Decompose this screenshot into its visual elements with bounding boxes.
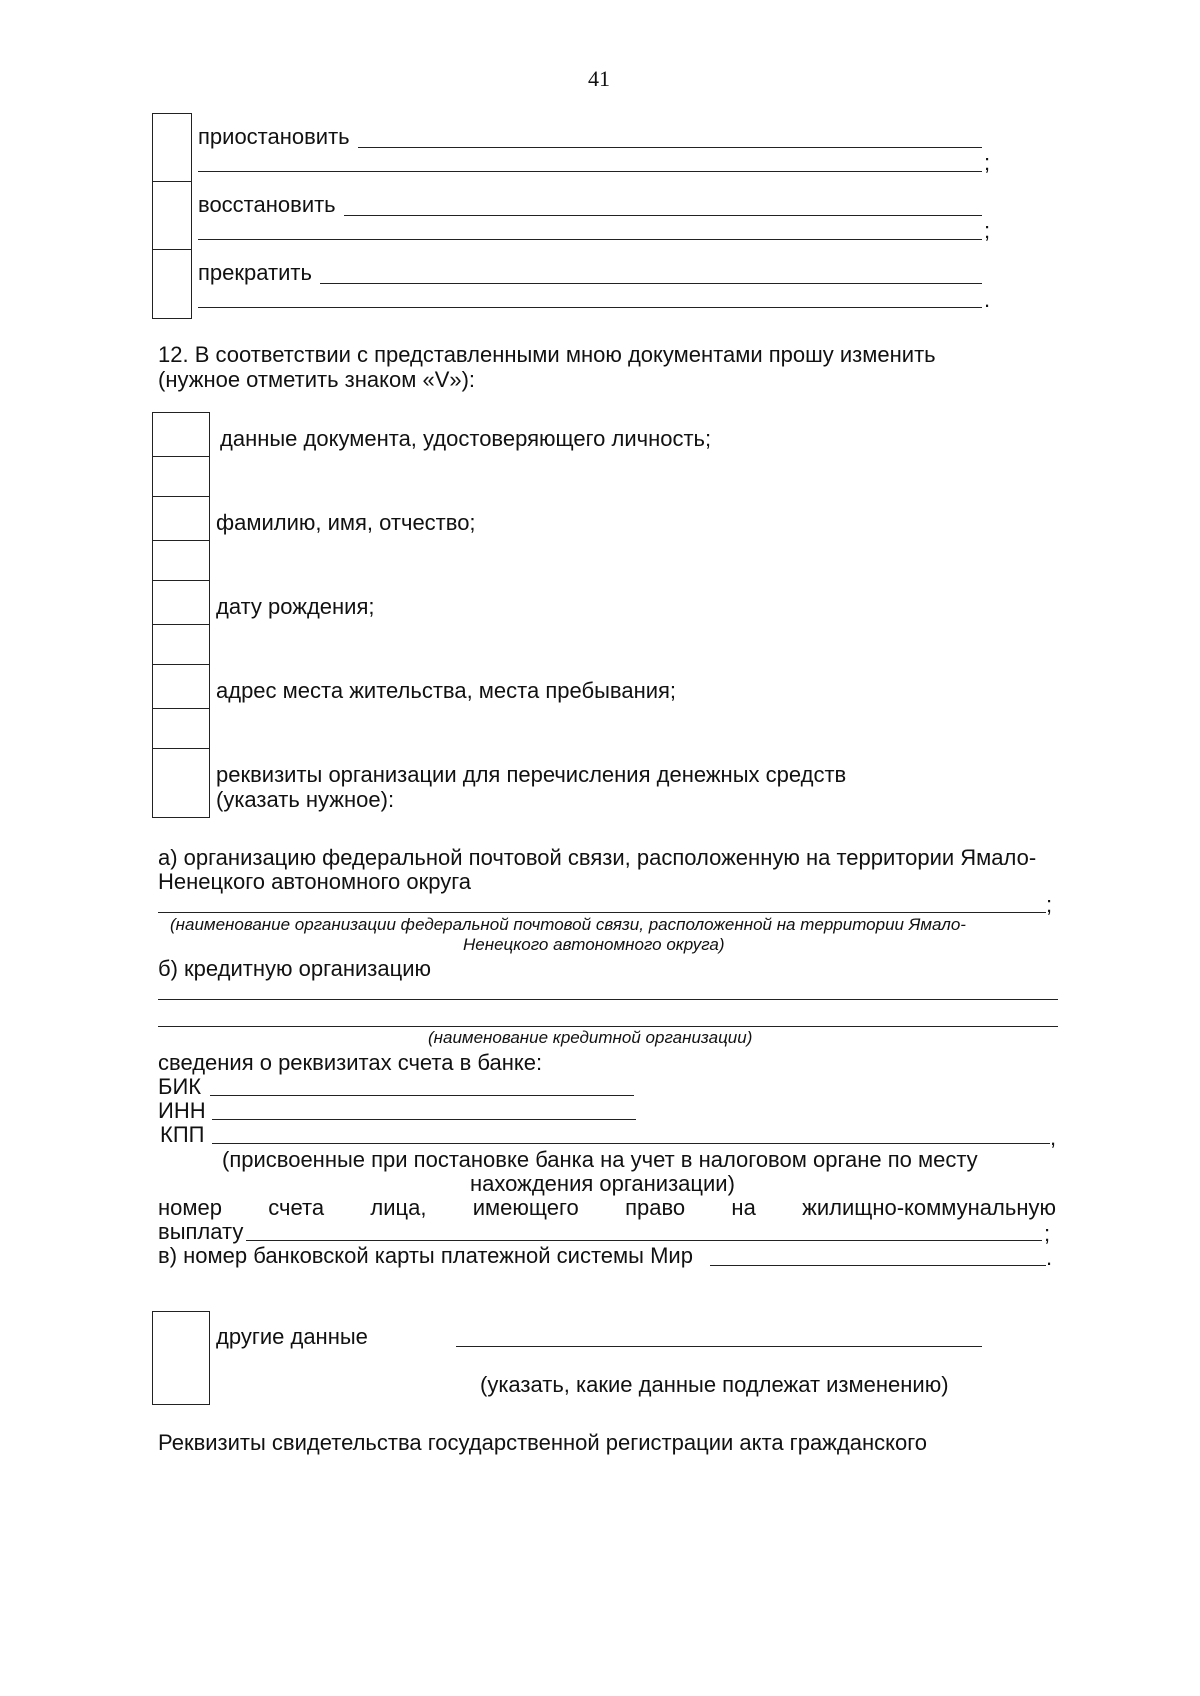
bik-label: БИК (158, 1074, 202, 1099)
org-b-caption: (наименование кредитной организации) (428, 1028, 753, 1047)
org-b-label: б) кредитную организацию (158, 956, 432, 981)
checkbox-spacer (152, 708, 210, 749)
restore-checkbox[interactable] (152, 181, 192, 250)
restore-line-2[interactable] (198, 239, 982, 240)
checkbox-birth-date[interactable] (152, 580, 210, 625)
org-a-line2: Ненецкого автономного округа (158, 869, 472, 894)
suspend-line-2[interactable] (198, 171, 982, 172)
other-data-label: другие данные (216, 1324, 368, 1349)
kpp-field[interactable] (212, 1143, 1050, 1144)
account-end-punct: ; (1044, 1221, 1051, 1246)
account-word: номер (158, 1195, 222, 1220)
account-word: лица, (370, 1195, 427, 1220)
suspend-line-1[interactable] (358, 147, 982, 148)
bank-heading: сведения о реквизитах счета в банке: (158, 1050, 543, 1075)
checkbox-spacer (152, 540, 210, 581)
org-a-caption-line1: (наименование организации федеральной почтовой связи, расположенной на территории Ямало- (170, 915, 966, 934)
restore-label: восстановить (198, 192, 336, 217)
card-number-field[interactable] (710, 1265, 1046, 1266)
org-a-line1: а) организацию федеральной почтовой связи, расположенную на территории Ямало- (158, 845, 1037, 870)
section12-heading-line2: (нужное отметить знаком «V»): (158, 367, 476, 392)
checkbox-full-name[interactable] (152, 496, 210, 541)
account-word: имеющего (472, 1195, 579, 1220)
item-full-name: фамилию, имя, отчество; (216, 510, 476, 535)
suspend-checkbox[interactable] (152, 113, 192, 182)
item-org-requisites-note: (указать нужное): (216, 787, 395, 812)
account-word: право (625, 1195, 686, 1220)
checkbox-spacer (152, 624, 210, 665)
restore-end-punct: ; (984, 218, 991, 243)
kpp-label: КПП (160, 1122, 205, 1147)
terminate-line-1[interactable] (320, 283, 982, 284)
account-number-field[interactable] (246, 1240, 1042, 1241)
checkbox-spacer (152, 456, 210, 497)
account-word: счета (268, 1195, 325, 1220)
card-label: в) номер банковской карты платежной системы Мир (158, 1243, 693, 1268)
section12-heading-line1: 12. В соответствии с представленными мною документами прошу изменить (158, 342, 936, 367)
kpp-note-line1: (присвоенные при постановке банка на учет в налоговом органе по месту (222, 1147, 978, 1172)
card-end-punct: . (1046, 1245, 1053, 1270)
bik-field[interactable] (210, 1095, 634, 1096)
org-a-name-line[interactable] (158, 912, 1046, 913)
org-b-name-line-1[interactable] (158, 999, 1058, 1000)
restore-line-1[interactable] (344, 215, 982, 216)
item-birth-date: дату рождения; (216, 594, 375, 619)
account-line2-label: выплату (158, 1219, 244, 1244)
other-data-field[interactable] (456, 1346, 982, 1347)
suspend-end-punct: ; (984, 150, 991, 175)
inn-label: ИНН (158, 1098, 206, 1123)
checkbox-identity-document[interactable] (152, 412, 210, 457)
org-a-caption-line2: Ненецкого автономного округа) (463, 935, 725, 954)
inn-field[interactable] (212, 1119, 636, 1120)
account-word: жилищно-коммунальную (802, 1195, 1056, 1220)
kpp-note-line2: нахождения организации) (470, 1171, 735, 1196)
other-data-caption: (указать, какие данные подлежат изменению) (480, 1372, 949, 1397)
checkbox-other-data[interactable] (152, 1311, 210, 1405)
account-line1 (158, 1195, 1056, 1221)
item-address: адрес места жительства, места пребывания; (216, 678, 677, 703)
registration-requisites-heading: Реквизиты свидетельства государственной регистрации акта гражданского (158, 1430, 928, 1455)
checkbox-org-requisites[interactable] (152, 748, 210, 818)
page-number: 41 (588, 66, 610, 91)
kpp-end-punct: , (1050, 1125, 1057, 1150)
terminate-line-2[interactable] (198, 307, 982, 308)
checkbox-address[interactable] (152, 664, 210, 709)
suspend-label: приостановить (198, 124, 350, 149)
org-a-end-punct: ; (1046, 892, 1053, 917)
terminate-end-punct: . (984, 287, 991, 312)
terminate-checkbox[interactable] (152, 249, 192, 319)
item-identity-document: данные документа, удостоверяющего личность; (220, 426, 712, 451)
account-word: на (731, 1195, 756, 1220)
org-b-name-line-2[interactable] (158, 1026, 1058, 1027)
terminate-label: прекратить (198, 260, 312, 285)
item-org-requisites: реквизиты организации для перечисления денежных средств (216, 762, 847, 787)
